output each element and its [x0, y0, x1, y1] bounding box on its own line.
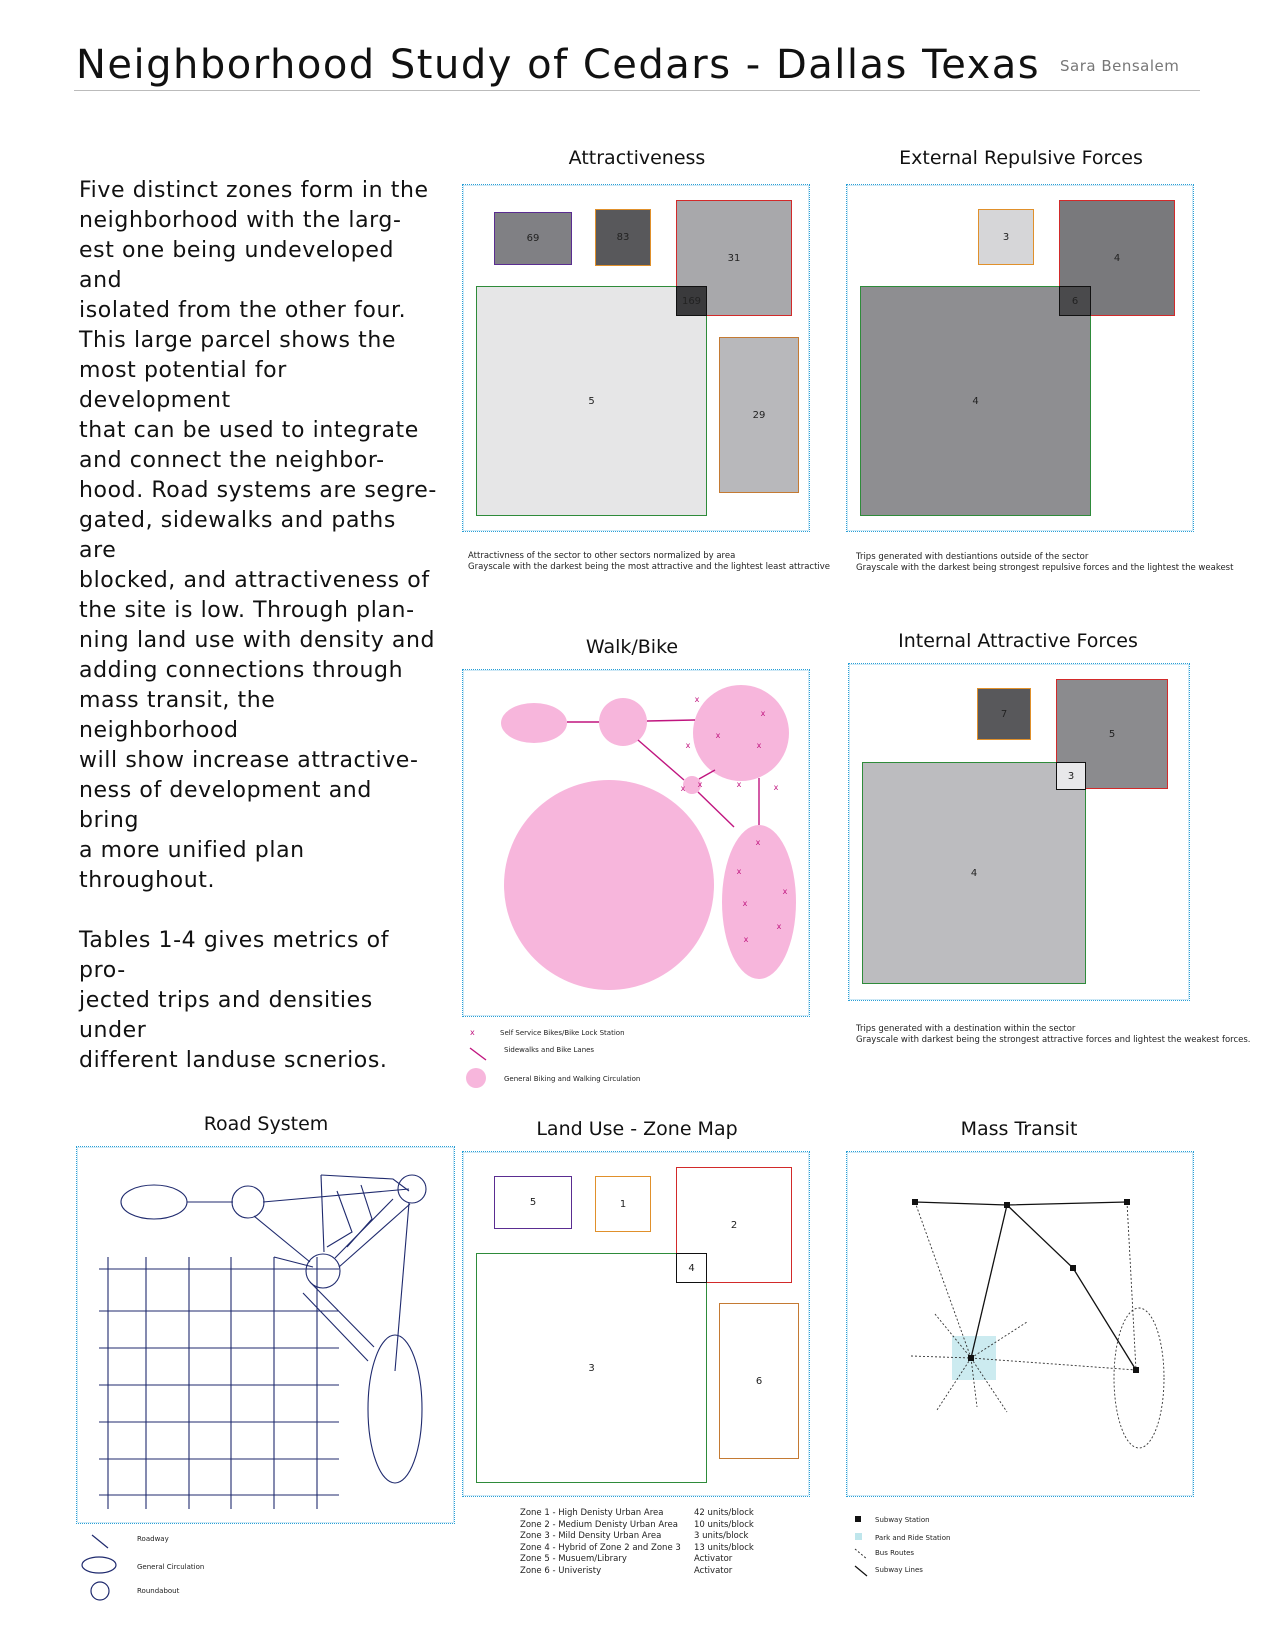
landuse-zone-4: 4	[676, 1253, 707, 1283]
attractiveness-zone-big: 5	[476, 286, 707, 516]
repulsive-zone-a: 3	[978, 209, 1034, 265]
zone-row: Zone 1 - High Denisty Urban Area 42 units/block	[520, 1508, 754, 1518]
bus-route	[1127, 1202, 1136, 1370]
legend-general-circulation: General Circulation	[82, 1557, 204, 1565]
subway-station	[1124, 1199, 1130, 1205]
attractiveness-zone-c: 31	[676, 200, 792, 316]
attractiveness-title: Attractiveness	[568, 147, 706, 169]
author-name: Sara Bensalem	[1060, 57, 1180, 75]
bike-station-marker: x	[760, 709, 766, 718]
bike-lane	[647, 720, 695, 721]
walkbike-panel	[462, 669, 810, 1017]
bike-station-marker: x	[782, 887, 788, 896]
internal-zone-big: 4	[862, 762, 1086, 984]
circulation-icon	[82, 1557, 116, 1573]
subway-station	[912, 1199, 918, 1205]
walkbike-title: Walk/Bike	[585, 636, 679, 658]
subway-station	[968, 1355, 974, 1361]
intro-paragraph-2: Tables 1-4 gives metrics of pro- jected trips and densities under different landuse scnerios.	[79, 928, 390, 1073]
landuse-zone-3: 3	[476, 1253, 707, 1483]
landuse-panel	[462, 1151, 810, 1497]
page-title: Neighborhood Study of Cedars - Dallas Texas	[76, 42, 1041, 88]
general-circulation	[368, 1335, 422, 1483]
subway-station	[1070, 1265, 1076, 1271]
bike-station-marker: x	[685, 741, 691, 750]
internal-title: Internal Attractive Forces	[898, 630, 1138, 652]
subway-line	[1007, 1205, 1136, 1370]
repulsive-zone-overlap: 6	[1059, 286, 1091, 316]
repulsive-zone-b: 4	[1059, 200, 1175, 316]
roadway	[395, 1203, 409, 1371]
bike-station-marker: x	[715, 731, 721, 740]
roadway	[321, 1175, 324, 1252]
roundabout	[306, 1254, 340, 1288]
roadway-icon	[92, 1535, 108, 1548]
attractiveness-zone-b: 83	[595, 209, 651, 266]
attractiveness-panel	[462, 184, 810, 532]
landuse-zone-1: 1	[595, 1176, 651, 1232]
legend-park-ride: Park and Ride Station	[855, 1533, 950, 1542]
subway-station	[1133, 1367, 1139, 1373]
legend-subway-station: Subway Station	[855, 1516, 930, 1524]
landuse-title: Land Use - Zone Map	[536, 1118, 738, 1140]
roundabout	[232, 1186, 264, 1218]
zone-row: Zone 2 - Medium Denisty Urban Area 10 units/block	[520, 1519, 754, 1530]
attractiveness-caption: Attractivness of the sector to other sectors normalized by area Grayscale with the darkest being the most attractive and the lightest least attractive	[468, 551, 831, 572]
internal-zone-overlap: 3	[1056, 762, 1086, 790]
legend-roundabout: Roundabout	[82, 1581, 179, 1589]
repulsive-zone-big: 4	[860, 286, 1091, 516]
internal-zone-b: 5	[1056, 679, 1168, 789]
roadway	[254, 1216, 310, 1262]
internal-zone-a: 7	[977, 688, 1031, 740]
road-map	[77, 1147, 454, 1523]
bike-station-marker: x	[736, 867, 742, 876]
internal-panel	[848, 663, 1190, 1001]
bike-lane	[638, 740, 684, 780]
bike-lane	[699, 770, 715, 779]
legend-roadway: Roadway	[82, 1535, 169, 1543]
attractiveness-zone-a: 69	[494, 212, 572, 265]
road-title: Road System	[203, 1113, 329, 1135]
park-ride-icon	[855, 1533, 862, 1540]
subway-line	[971, 1205, 1007, 1358]
attractiveness-zone-side: 29	[719, 337, 799, 493]
bike-lane-icon	[470, 1048, 486, 1060]
circulation-icon	[466, 1068, 486, 1088]
circulation-area	[693, 685, 789, 781]
bike-station-marker: x	[680, 784, 686, 793]
zone-density-table	[520, 1508, 754, 1577]
internal-caption: Trips generated with a destination within the sector Grayscale with darkest being the strongest attractive forces and lightest the weakest forces.	[856, 1024, 1251, 1045]
bike-station-marker: x	[743, 935, 749, 944]
subway-line-icon	[855, 1566, 867, 1576]
transit-title: Mass Transit	[960, 1118, 1078, 1140]
walkbike-map	[463, 670, 809, 1016]
bike-station-marker: x	[736, 780, 742, 789]
legend-circulation: General Biking and Walking Circulation	[466, 1068, 640, 1076]
transit-map	[847, 1152, 1193, 1496]
subway-station-icon	[855, 1516, 861, 1522]
bike-station-marker: x	[755, 838, 761, 847]
bike-lane	[698, 792, 734, 827]
bus-route	[1114, 1308, 1164, 1448]
roadway	[339, 1204, 410, 1267]
repulsive-caption: Trips generated with destiantions outside of the sector Grayscale with the darkest being strongest repulsive forces and the lightest the weakest	[856, 552, 1234, 573]
roadway	[327, 1191, 352, 1247]
roundabout	[398, 1175, 426, 1203]
roadway	[263, 1189, 409, 1202]
subway-line	[915, 1202, 1127, 1205]
bike-station-marker: x	[742, 899, 748, 908]
circulation-area	[599, 698, 647, 746]
bike-station-marker: x	[773, 783, 779, 792]
attractiveness-zone-overlap: 169	[676, 286, 707, 316]
roadway	[321, 1175, 409, 1191]
landuse-zone-5: 5	[494, 1176, 572, 1229]
general-circulation	[121, 1185, 187, 1219]
bus-route-icon	[855, 1549, 867, 1559]
bike-station-marker: x	[776, 922, 782, 931]
circulation-area	[501, 703, 567, 743]
bike-station-marker: x	[756, 741, 762, 750]
title-divider	[74, 90, 1200, 91]
intro-text	[79, 176, 439, 1076]
zone-row: Zone 3 - Mild Density Urban Area 3 units/block	[520, 1531, 749, 1541]
intro-paragraph-1: Five distinct zones form in the neighborhood with the larg- est one being undeveloped and isolated from the other four. This large parcel shows the most potential for development that can be used to integrate and connect the neighbor- hood. Road systems are segre- gated, sidewalks and paths are blocked, and attractiveness of the site is low. Through plan- ning land use with density and adding connections through mass transit, the neighborhood will show increase attractive- ness of development and bring a more unified plan throughout.	[79, 178, 437, 893]
zone-row: Zone 5 - Musuem/Library Activator	[520, 1554, 733, 1564]
zone-row: Zone 4 - Hybrid of Zone 2 and Zone 3 13 units/block	[520, 1542, 754, 1553]
legend-subway-lines: Subway Lines	[855, 1566, 923, 1574]
landuse-zone-6: 6	[719, 1303, 799, 1459]
repulsive-title: External Repulsive Forces	[899, 147, 1143, 169]
roundabout-icon	[91, 1582, 109, 1600]
roadway	[310, 1282, 374, 1347]
legend-bike-lanes: Sidewalks and Bike Lanes	[470, 1046, 594, 1054]
legend-bus-routes: Bus Routes	[855, 1549, 914, 1557]
roadway	[303, 1293, 368, 1361]
subway-station	[1004, 1202, 1010, 1208]
circulation-area	[504, 780, 714, 990]
landuse-zone-2: 2	[676, 1167, 792, 1283]
repulsive-panel	[846, 184, 1194, 532]
transit-panel	[846, 1151, 1194, 1497]
bike-station-marker: x	[694, 695, 700, 704]
bike-station-marker: x	[697, 780, 703, 789]
road-panel	[76, 1146, 455, 1524]
legend-bike-station: x Self Service Bikes/Bike Lock Station	[470, 1028, 625, 1037]
circulation-area	[722, 825, 796, 979]
zone-row: Zone 6 - Univeristy Activator	[520, 1565, 733, 1576]
bus-route	[915, 1202, 971, 1358]
